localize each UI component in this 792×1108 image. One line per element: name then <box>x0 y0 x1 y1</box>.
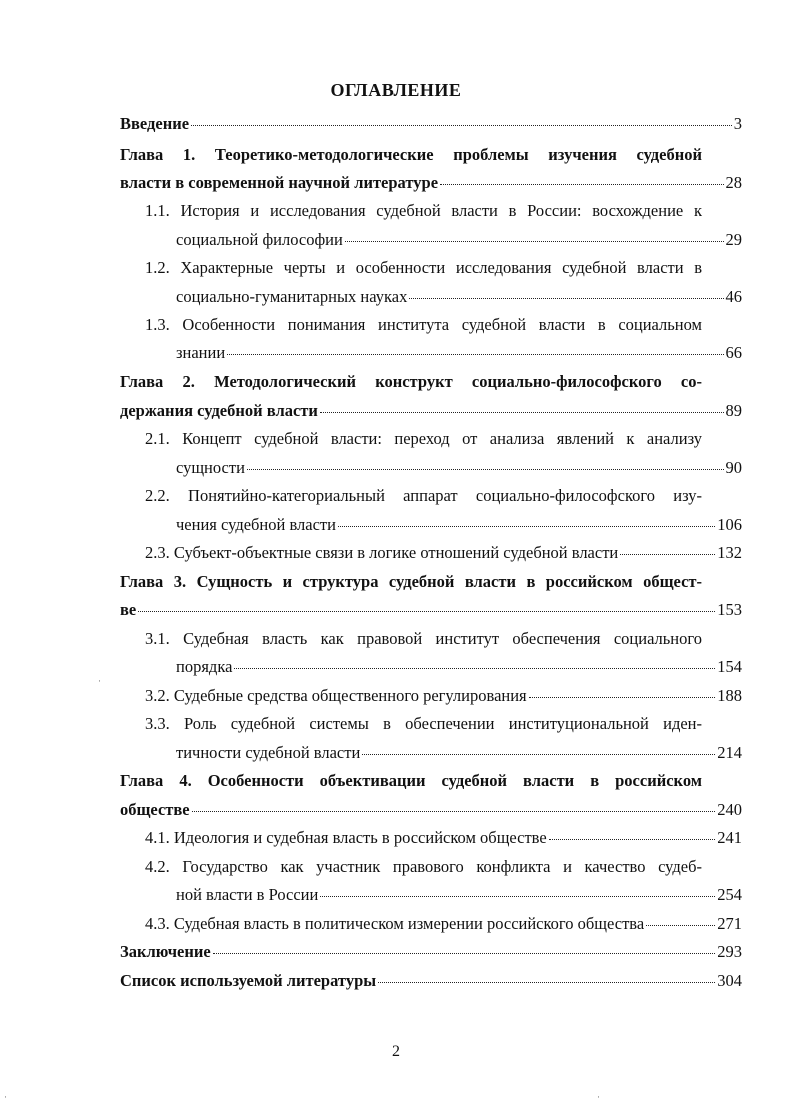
toc-entry-text: ной власти в России <box>176 885 319 904</box>
toc-section-3-3-line1: 3.3. Роль судебной системы в обеспечении институциональной иден- <box>145 714 702 733</box>
toc-entry-text: знании <box>176 343 226 362</box>
toc-entry-text: сущности <box>176 458 245 477</box>
scan-speck: · <box>597 1092 600 1102</box>
toc-section-1-1-line1: 1.1. История и исследования судебной власти в России: восхождение к <box>145 201 702 220</box>
toc-entry-text: Список используемой литературы <box>120 971 377 990</box>
toc-section-2-1-line1: 2.1. Концепт судебной власти: переход от анализа явлений к анализу <box>145 429 702 448</box>
toc-page-number: 46 <box>725 287 742 306</box>
toc-page-number: 304 <box>717 971 742 990</box>
toc-entry-text: держания судебной власти <box>120 401 318 420</box>
toc-entry-text: Введение <box>120 114 190 133</box>
toc-section-1-1 <box>176 230 742 250</box>
toc-section-1-3 <box>176 343 742 363</box>
dot-leader <box>338 526 715 527</box>
toc-chapter-3 <box>120 600 742 620</box>
toc-chapter-2-line1: Глава 2. Методологический конструкт социально-философского со- <box>120 372 702 391</box>
toc-section-3-2 <box>145 686 742 706</box>
toc-page-number: 214 <box>717 743 742 762</box>
toc-chapter-3-line1: Глава 3. Сущность и структура судебной власти в российском общест- <box>120 572 702 591</box>
dot-leader <box>345 241 724 242</box>
toc-section-3-3 <box>176 743 742 763</box>
dot-leader <box>192 811 716 812</box>
toc-section-4-2-line1: 4.2. Государство как участник правового конфликта и качество судеб- <box>145 857 702 876</box>
toc-page-number: 254 <box>717 885 742 904</box>
toc-entry-text: тичности судебной власти <box>176 743 361 762</box>
toc-page-number: 66 <box>725 343 742 362</box>
toc-entry-text: власти в современной научной литературе <box>120 173 439 192</box>
toc-section-1-3-line1: 1.3. Особенности понимания института судебной власти в социальном <box>145 315 702 334</box>
toc-chapter-2 <box>120 401 742 421</box>
dot-leader <box>247 469 724 470</box>
toc-entry-conclusion <box>120 942 742 962</box>
toc-page-number: 28 <box>725 173 742 192</box>
dot-leader <box>378 982 715 983</box>
dot-leader <box>227 354 723 355</box>
dot-leader <box>213 953 716 954</box>
toc-section-4-2 <box>176 885 742 905</box>
dot-leader <box>440 184 723 185</box>
dot-leader <box>234 668 715 669</box>
scan-speck: · <box>98 676 101 686</box>
toc-entry-text: ве <box>120 600 137 619</box>
dot-leader <box>549 839 716 840</box>
toc-entry-text: социальной философии <box>176 230 343 249</box>
dot-leader <box>138 611 715 612</box>
toc-page-number: 3 <box>733 114 742 133</box>
toc-entry-literature <box>120 971 742 991</box>
toc-page-number: 240 <box>717 800 742 819</box>
toc-page-number: 241 <box>717 828 742 847</box>
toc-entry-text: 4.3. Судебная власть в политическом измерении российского общества <box>145 914 645 933</box>
toc-section-1-2-line1: 1.2. Характерные черты и особенности исследования судебной власти в <box>145 258 702 277</box>
toc-page-number: 132 <box>717 543 742 562</box>
page-number: 2 <box>392 1043 400 1060</box>
dot-leader <box>529 697 716 698</box>
toc-entry-intro <box>120 114 742 134</box>
toc-section-2-2 <box>176 515 742 535</box>
dot-leader <box>191 125 732 126</box>
dot-leader <box>646 925 715 926</box>
toc-chapter-4-line1: Глава 4. Особенности объективации судебной власти в российском <box>120 771 702 790</box>
toc-entry-text: обществе <box>120 800 190 819</box>
toc-page-number: 106 <box>717 515 742 534</box>
toc-entry-text: чения судебной власти <box>176 515 336 534</box>
toc-section-1-2 <box>176 287 742 307</box>
toc-entry-text: Заключение <box>120 942 211 961</box>
toc-page-number: 29 <box>725 230 742 249</box>
toc-page-number: 188 <box>717 686 742 705</box>
toc-page-number: 153 <box>717 600 742 619</box>
toc-page-number: 90 <box>725 458 742 477</box>
dot-leader <box>362 754 715 755</box>
dot-leader <box>620 554 715 555</box>
toc-page-number: 154 <box>717 657 742 676</box>
dot-leader <box>409 298 723 299</box>
toc-section-3-1-line1: 3.1. Судебная власть как правовой институт обеспечения социального <box>145 629 702 648</box>
toc-entry-text: социально-гуманитарных науках <box>176 287 408 306</box>
dot-leader <box>320 412 724 413</box>
toc-page-number: 271 <box>717 914 742 933</box>
toc-entry-text: 4.1. Идеология и судебная власть в российском обществе <box>145 828 547 847</box>
scan-speck: · <box>4 1092 7 1102</box>
toc-entry-text: 2.3. Субъект-объектные связи в логике отношений судебной власти <box>145 543 619 562</box>
toc-page-number: 293 <box>717 942 742 961</box>
toc-section-2-3 <box>145 543 742 563</box>
toc-page-number: 89 <box>725 401 742 420</box>
toc-section-4-3 <box>145 914 742 934</box>
toc-section-3-1 <box>176 657 742 677</box>
dot-leader <box>320 896 715 897</box>
toc-chapter-4 <box>120 800 742 820</box>
toc-section-2-2-line1: 2.2. Понятийно-категориальный аппарат социально-философского изу- <box>145 486 702 505</box>
toc-entry-text: порядка <box>176 657 233 676</box>
toc-entry-text: 3.2. Судебные средства общественного регулирования <box>145 686 527 705</box>
toc-chapter-1 <box>120 173 742 193</box>
toc-chapter-1-line1: Глава 1. Теоретико-методологические проблемы изучения судебной <box>120 145 702 164</box>
page-title: ОГЛАВЛЕНИЕ <box>330 80 462 100</box>
toc-section-2-1 <box>176 458 742 478</box>
toc-section-4-1 <box>145 828 742 848</box>
